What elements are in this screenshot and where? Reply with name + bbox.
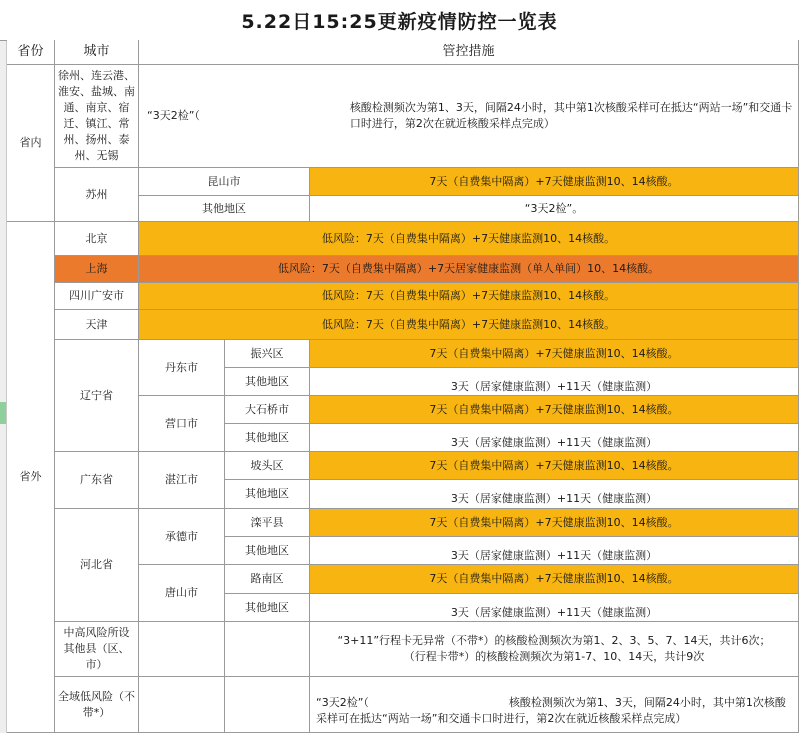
dandong-other-measure: 3天（居家健康监测）+11天（健康监测） [310,368,799,396]
in-province-label: 省内 [7,65,55,222]
city-yingkou: 营口市 [139,396,225,452]
city-tianjin: 天津 [55,310,139,340]
beijing-measure: 低风险：7天（自费集中隔离）+7天健康监测10、14核酸。 [139,222,799,256]
medium-high-risk-label: 中高风险所设其他县（区、市） [55,622,139,677]
yingkou-other-measure: 3天（居家健康监测）+11天（健康监测） [310,424,799,452]
district-luanping: 滦平县 [225,509,310,537]
city-chengde: 承德市 [139,509,225,565]
district-kunshan: 昆山市 [139,168,310,196]
dandong-other-area: 其他地区 [225,368,310,396]
city-sichuan-guangan: 四川广安市 [55,283,139,310]
medium-high-measure-line2: （行程卡带*）的核酸检测频次为第1-7、10、14天，共计9次 [403,650,705,663]
low-risk-blank-district [225,677,310,733]
district-dashiqiao: 大石桥市 [225,396,310,424]
low-risk-label: 全域低风险（不带*） [55,677,139,733]
city-suzhou: 苏州 [55,168,139,222]
three-day-two-test-label: “3天2检”（ [147,109,200,123]
header-city: 城市 [55,40,139,65]
dashiqiao-measure: 7天（自费集中隔离）+7天健康监测10、14核酸。 [310,396,799,424]
low-risk-measure-detail: 核酸检测频次为第1、3天，间隔24小时，其中第1次核酸采样可在抵达“两站一场”和交通卡口时进行，第2次在就近核酸采样点完成） [316,696,786,725]
chengde-other-area: 其他地区 [225,537,310,565]
medium-high-measure [310,622,799,677]
medium-high-blank-city [139,622,225,677]
suzhou-other-area: 其他地区 [139,196,310,222]
header-province: 省份 [7,40,55,65]
lunan-measure: 7天（自费集中隔离）+7天健康监测10、14核酸。 [310,565,799,594]
province-liaoning: 辽宁省 [55,340,139,452]
district-lunan: 路南区 [225,565,310,594]
sheet-title: 5.22日15:25更新疫情防控一览表 [0,0,799,41]
province-guangdong: 广东省 [55,452,139,509]
out-province-label: 省外 [7,222,55,733]
city-shanghai: 上海 [55,256,139,283]
medium-high-measure-line1: “3+11”行程卡无异常（不带*）的核酸检测频次为第1、2、3、5、7、14天，共计6次； [337,634,771,648]
zhanjiang-other-area: 其他地区 [225,480,310,509]
zhenxing-measure: 7天（自费集中隔离）+7天健康监测10、14核酸。 [310,340,799,368]
city-dandong: 丹东市 [139,340,225,396]
tangshan-other-area: 其他地区 [225,594,310,622]
in-province-cities-measure [139,65,799,168]
low-risk-measure [310,677,799,733]
city-zhanjiang: 湛江市 [139,452,225,509]
zhanjiang-other-measure: 3天（居家健康监测）+11天（健康监测） [310,480,799,509]
low-risk-blank-city [139,677,225,733]
row-gutter [0,40,7,733]
yingkou-other-area: 其他地区 [225,424,310,452]
city-beijing: 北京 [55,222,139,256]
district-potou: 坡头区 [225,452,310,480]
selected-row-marker [0,402,6,424]
kunshan-measure: 7天（自费集中隔离）+7天健康监测10、14核酸。 [310,168,799,196]
tangshan-other-measure: 3天（居家健康监测）+11天（健康监测） [310,594,799,622]
luanping-measure: 7天（自费集中隔离）+7天健康监测10、14核酸。 [310,509,799,537]
province-hebei: 河北省 [55,509,139,622]
city-tangshan: 唐山市 [139,565,225,622]
tianjin-measure: 低风险：7天（自费集中隔离）+7天健康监测10、14核酸。 [139,310,799,340]
low-risk-measure-head: “3天2检”（ [316,696,369,709]
guangan-measure: 低风险：7天（自费集中隔离）+7天健康监测10、14核酸。 [139,283,799,310]
chengde-other-measure: 3天（居家健康监测）+11天（健康监测） [310,537,799,565]
three-day-two-test-detail: 核酸检测频次为第1、3天，间隔24小时，其中第1次核酸采样可在抵达“两站一场”和交通卡口时进行，第2次在就近核酸采样点完成） [349,101,793,130]
header-measures: 管控措施 [139,40,799,65]
suzhou-other-measure: “3天2检”。 [310,196,799,222]
shanghai-measure: 低风险：7天（自费集中隔离）+7天居家健康监测（单人单间）10、14核酸。 [139,256,799,283]
district-zhenxing: 振兴区 [225,340,310,368]
in-province-cities: 徐州、连云港、淮安、盐城、南通、南京、宿迁、镇江、常州、扬州、泰州、无锡 [55,65,139,168]
medium-high-blank-district [225,622,310,677]
potou-measure: 7天（自费集中隔离）+7天健康监测10、14核酸。 [310,452,799,480]
